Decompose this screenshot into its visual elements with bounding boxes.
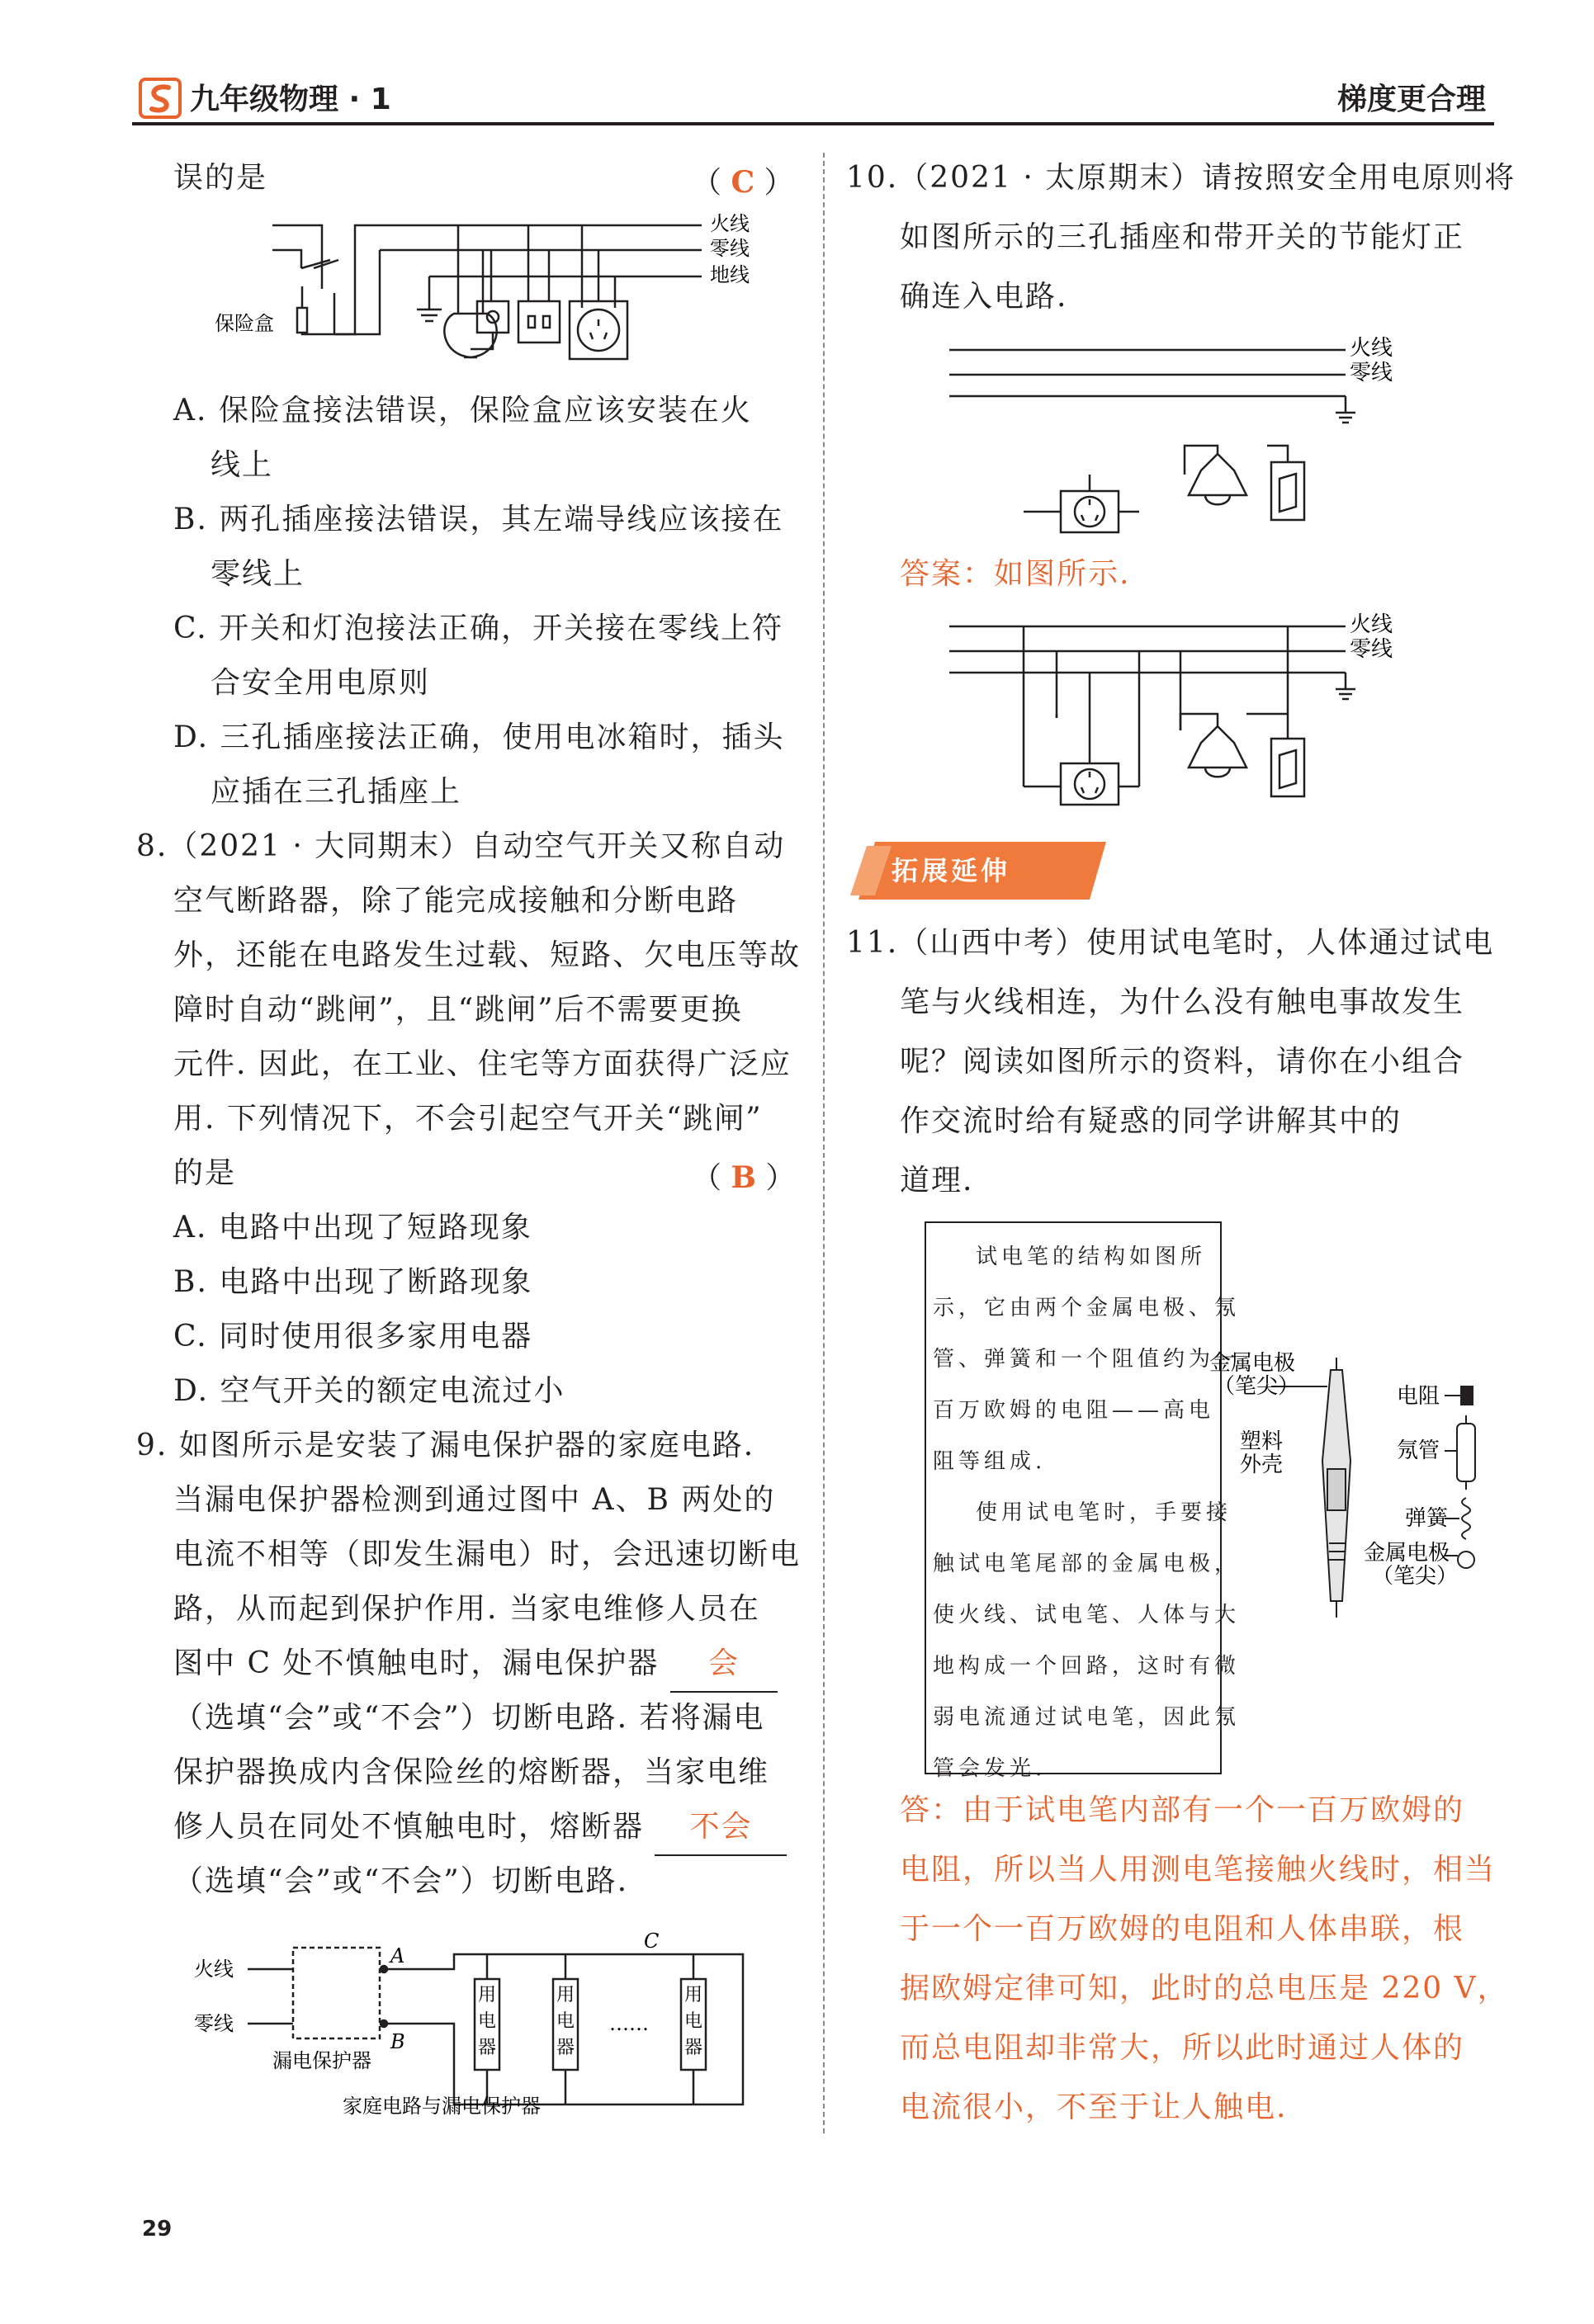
q9-line9: （选填“会”或“不会”）切断电路. xyxy=(173,1864,629,1898)
info-line-1: 试电笔的结构如图所 xyxy=(976,1245,1207,1269)
q11-line1: 11.（山西中考）使用试电笔时，人体通过试电 xyxy=(846,926,1495,960)
q7-option-c-line1: C. 开关和灯泡接法正确，开关接在零线上符 xyxy=(173,612,784,645)
q9-line8 xyxy=(173,1800,787,1856)
pen-tip-paren-label: （笔尖） xyxy=(1213,1374,1300,1399)
section-banner-label: 拓展延伸 xyxy=(892,855,1011,886)
q7-option-a-line1: A. 保险盒接法错误，保险盒应该安装在火 xyxy=(173,394,752,427)
q9-appliance-1-char-3: 器 xyxy=(477,2038,497,2058)
q9-line8-text: 修人员在同处不慎触电时，熔断器 xyxy=(173,1810,645,1844)
info-line-7: 触试电笔尾部的金属电极， xyxy=(933,1552,1241,1576)
q8-line5: 元件. 因此，在工业、住宅等方面获得广泛应 xyxy=(173,1047,792,1081)
q8-line6: 用. 下列情况下，不会引起空气开关“跳闸” xyxy=(173,1102,763,1136)
q8-line2: 空气断路器，除了能完成接触和分断电路 xyxy=(173,884,739,918)
book-title: 九年级物理 · 1 xyxy=(190,83,391,116)
q10-answer-diagram xyxy=(941,607,1403,813)
info-line-2: 示，它由两个金属电极、氖 xyxy=(933,1296,1241,1320)
q8-line1: 8.（2021 · 大同期末）自动空气开关又称自动 xyxy=(136,829,786,863)
pen-metal-tip-2-label: 金属电极 xyxy=(1364,1541,1450,1566)
brand-logo-icon xyxy=(139,78,182,119)
pen-metal-tip-label: 金属电极 xyxy=(1209,1351,1296,1376)
q10-line1: 10.（2021 · 太原期末）请按照安全用电原则将 xyxy=(846,161,1516,195)
header-slogan: 梯度更合理 xyxy=(1336,83,1486,116)
q7-option-a-line2: 线上 xyxy=(210,448,274,482)
q8-option-c: C. 同时使用很多家用电器 xyxy=(173,1320,533,1353)
q11-line4: 作交流时给有疑惑的同学讲解其中的 xyxy=(900,1104,1402,1138)
q8-line3: 外，还能在电路发生过载、短路、欠电压等故 xyxy=(173,938,802,972)
q11-line2: 笔与火线相连，为什么没有触电事故发生 xyxy=(900,985,1465,1019)
q9-line3: 电流不相等（即发生漏电）时，会迅速切断电 xyxy=(173,1538,802,1571)
q8-option-b: B. 电路中出现了断路现象 xyxy=(173,1265,533,1299)
pen-neon-label: 氖管 xyxy=(1397,1438,1440,1463)
q8-line7: 的是 xyxy=(173,1156,237,1190)
q9-appliance-2-char-2: 电 xyxy=(556,2011,575,2032)
page-header xyxy=(132,73,1494,125)
q9-circuit-diagram xyxy=(190,1915,768,2154)
q9-dots: …… xyxy=(609,2012,649,2035)
q9-point-b: B xyxy=(390,2030,405,2053)
info-line-11: 管会发光. xyxy=(933,1756,1047,1781)
q11-answer-line-2: 电阻，所以当人用测电笔接触火线时，相当 xyxy=(900,1853,1497,1887)
q11-info-box xyxy=(925,1221,1241,1781)
q8-answer-paren: （ B ） xyxy=(692,1160,796,1195)
q11-line3: 呢？阅读如图所示的资料，请你在小组合 xyxy=(900,1045,1465,1079)
column-divider xyxy=(823,153,825,2133)
q9-device-label: 漏电保护器 xyxy=(272,2049,371,2072)
q8-option-d: D. 空气开关的额定电流过小 xyxy=(173,1374,565,1408)
pen-plastic-label: 塑料 xyxy=(1240,1429,1284,1454)
info-line-3: 管、弹簧和一个阻值约为一 xyxy=(933,1347,1241,1372)
q9-neutral-label: 零线 xyxy=(194,2012,234,2035)
q10-neutral-label: 零线 xyxy=(1350,361,1393,385)
q7-answer-paren: （ C ） xyxy=(692,165,794,200)
q10-line3: 确连入电路. xyxy=(900,280,1068,314)
q11-answer xyxy=(900,1781,1509,2137)
info-line-4: 百万欧姆的电阻——高电 xyxy=(933,1398,1215,1423)
q9-line7: 保护器换成内含保险丝的熔断器，当家电维 xyxy=(173,1755,770,1789)
q10-answer-label: 答案：如图所示. xyxy=(900,557,1131,591)
q9-line2: 当漏电保护器检测到通过图中 A、B 两处的 xyxy=(173,1483,776,1517)
q7-circuit-diagram xyxy=(206,210,768,384)
q11-answer-line-1: 答：由于试电笔内部有一个一百万欧姆的 xyxy=(900,1793,1465,1827)
info-line-8: 使火线、试电笔、人体与大 xyxy=(933,1603,1241,1627)
q8-option-a: A. 电路中出现了短路现象 xyxy=(173,1211,532,1245)
q9-line4: 路，从而起到保护作用. 当家电维修人员在 xyxy=(173,1592,760,1626)
q7-live-label: 火线 xyxy=(710,212,750,235)
q9-appliance-1-char-2: 电 xyxy=(477,2011,497,2032)
q9-line5-text: 图中 C 处不慎触电时，漏电保护器 xyxy=(173,1646,660,1680)
q11-line5: 道理. xyxy=(900,1164,974,1197)
info-line-9: 地构成一个回路，这时有微 xyxy=(933,1654,1241,1679)
pen-spring-label: 弹簧 xyxy=(1405,1506,1449,1531)
test-pen-diagram xyxy=(1209,1351,1494,1626)
q7-option-d-line1: D. 三孔插座接法正确，使用电冰箱时，插头 xyxy=(173,720,785,754)
q8-line4: 障时自动“跳闸”，且“跳闸”后不需要更换 xyxy=(173,993,743,1027)
q7-stem-tail: 误的是 xyxy=(173,161,268,195)
q9-appliance-3-char-3: 器 xyxy=(683,2038,703,2058)
pen-shell-label: 外壳 xyxy=(1240,1452,1284,1477)
q7-ground-label: 地线 xyxy=(710,263,750,286)
q7-option-c-line2: 合安全用电原则 xyxy=(210,666,431,700)
q9-blank-1: 会 xyxy=(670,1637,778,1693)
q7-option-d-line2: 应插在三孔插座上 xyxy=(210,775,462,809)
q10-answer-neutral-label: 零线 xyxy=(1350,637,1393,662)
q9-appliance-2-char-3: 器 xyxy=(556,2038,575,2058)
q11-answer-line-6: 电流很小，不至于让人触电. xyxy=(900,2090,1288,2124)
q9-live-label: 火线 xyxy=(194,1958,234,1981)
q9-line5 xyxy=(173,1637,778,1693)
q9-point-c: C xyxy=(644,1930,660,1953)
q9-line1: 9. 如图所示是安装了漏电保护器的家庭电路. xyxy=(136,1429,755,1462)
q7-answer: C xyxy=(731,165,755,200)
q10-line2: 如图所示的三孔插座和带开关的节能灯正 xyxy=(900,220,1465,254)
q9-appliance-1-char-1: 用 xyxy=(477,1985,497,2005)
q9-appliance-2-char-1: 用 xyxy=(556,1985,575,2005)
q11-answer-line-5: 而总电阻却非常大，所以此时通过人体的 xyxy=(900,2031,1465,2065)
q9-line6: （选填“会”或“不会”）切断电路. 若将漏电 xyxy=(173,1701,765,1735)
q7-option-b-line1: B. 两孔插座接法错误，其左端导线应该接在 xyxy=(173,503,784,536)
q9-appliance-3-char-2: 电 xyxy=(683,2011,703,2032)
q7-neutral-label: 零线 xyxy=(710,237,750,260)
info-line-10: 弱电流通过试电笔，因此氖 xyxy=(933,1705,1241,1730)
q11-answer-line-4: 据欧姆定律可知，此时的总电压是 220 V， xyxy=(900,1972,1509,2005)
q9-blank-2: 不会 xyxy=(655,1800,787,1856)
q9-point-a: A xyxy=(390,1944,405,1967)
info-line-5: 阻等组成. xyxy=(933,1449,1047,1474)
q9-appliance-3-char-1: 用 xyxy=(683,1985,703,2005)
info-line-6: 使用试电笔时，手要接 xyxy=(976,1500,1232,1525)
q11-answer-line-3: 于一个一百万欧姆的电阻和人体串联，根 xyxy=(900,1912,1465,1946)
q10-live-label: 火线 xyxy=(1350,336,1393,361)
q10-answer-live-label: 火线 xyxy=(1350,612,1393,637)
pen-resistor-label: 电阻 xyxy=(1397,1384,1440,1409)
q8-answer: B xyxy=(731,1160,756,1195)
q10-question-diagram xyxy=(941,330,1403,545)
q7-fuse-box-label: 保险盒 xyxy=(215,312,274,335)
page-number: 29 xyxy=(142,2217,173,2241)
q9-caption: 家庭电路与漏电保护器 xyxy=(343,2095,541,2118)
pen-tip-paren-2-label: （笔尖） xyxy=(1372,1564,1459,1589)
q7-option-b-line2: 零线上 xyxy=(210,557,305,591)
